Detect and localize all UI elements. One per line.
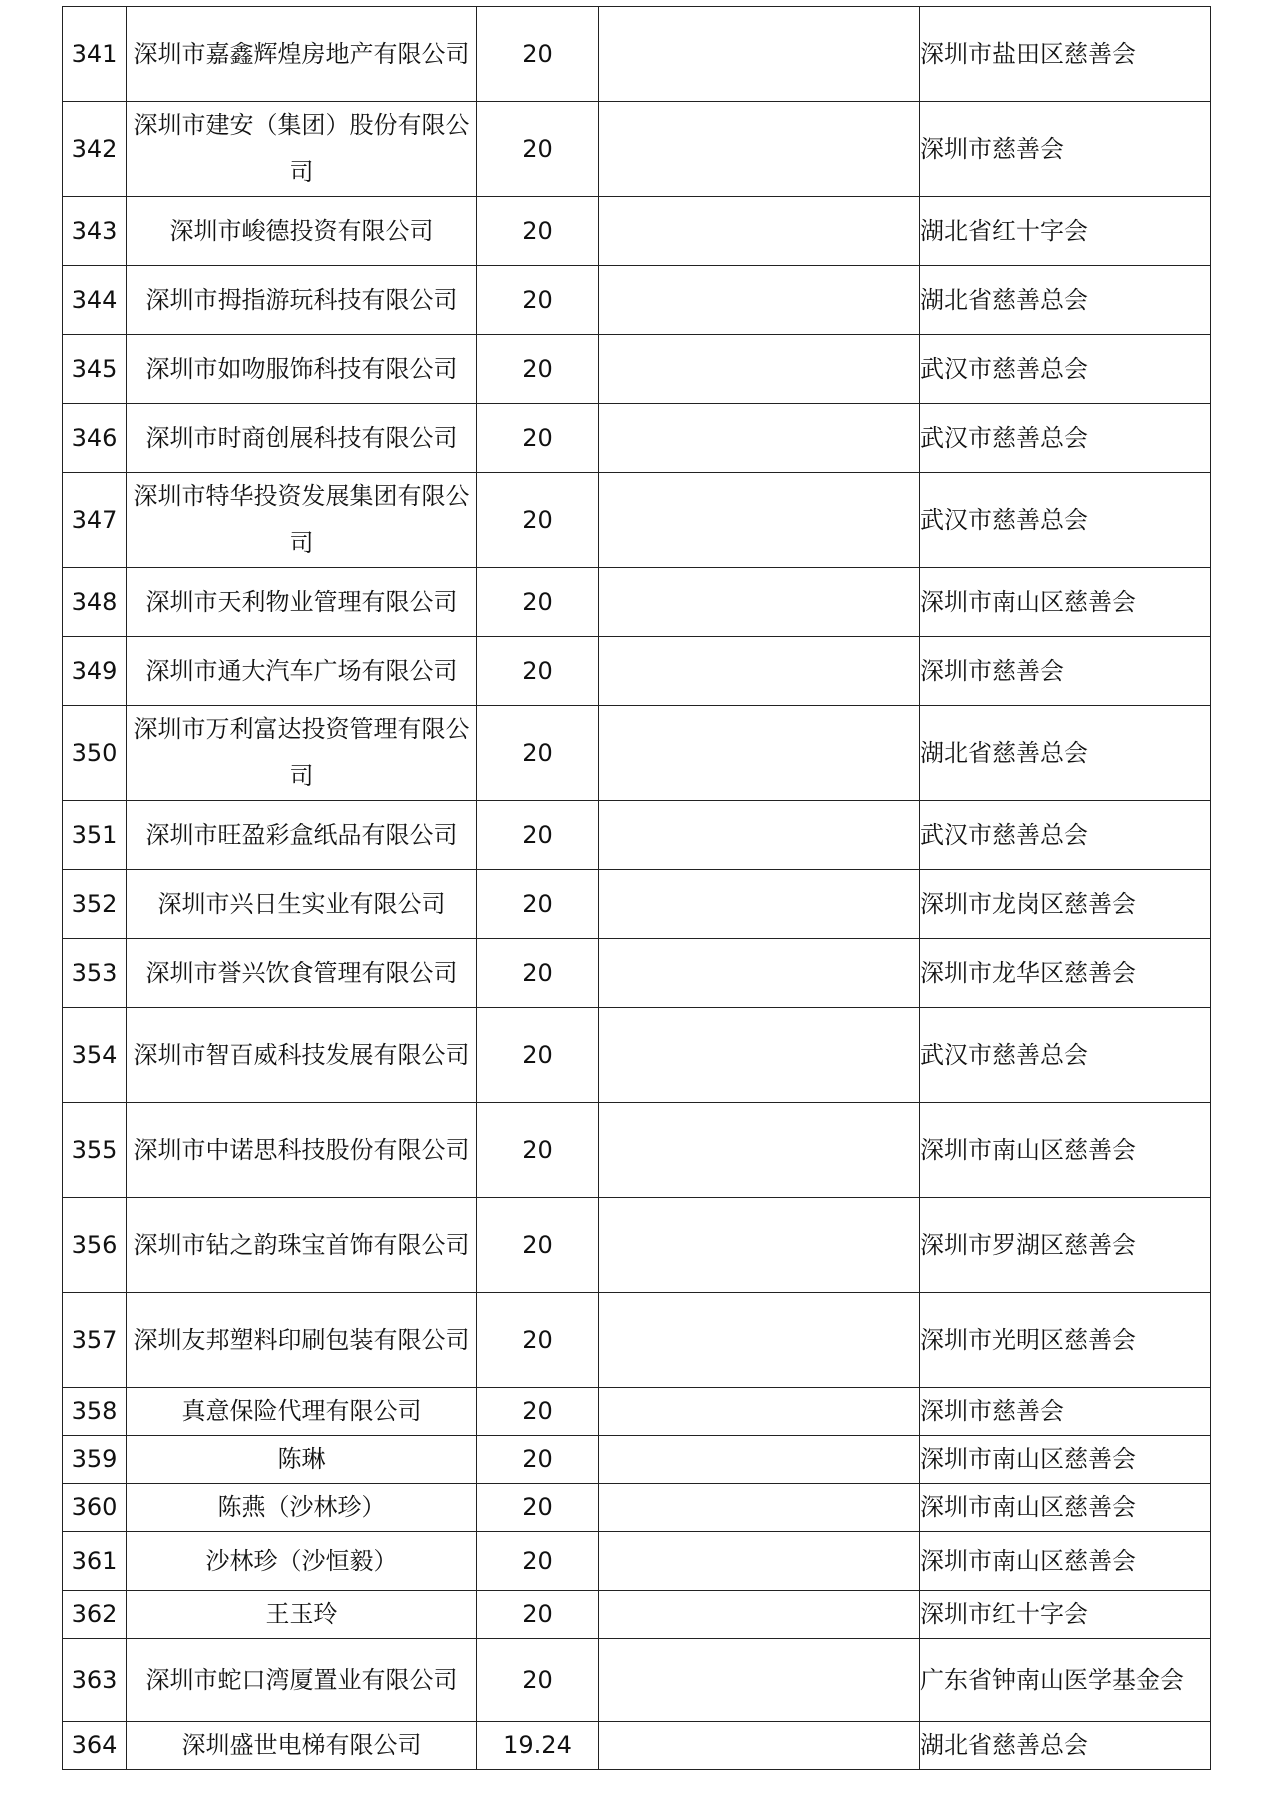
note-cell [599,1293,920,1388]
table-row [63,870,1211,939]
donation-amount: 20 [477,801,599,870]
row-number: 361 [63,1532,127,1591]
table-row [63,1436,1211,1484]
row-number: 354 [63,1008,127,1103]
donor-name: 深圳市拇指游玩科技有限公司 [127,266,477,335]
donation-amount: 20 [477,568,599,637]
row-number: 357 [63,1293,127,1388]
recipient-organization: 武汉市慈善总会 [920,1008,1211,1103]
donation-amount: 20 [477,1103,599,1198]
recipient-organization: 武汉市慈善总会 [920,801,1211,870]
note-cell [599,473,920,568]
table-row [63,7,1211,102]
donor-name: 深圳市峻德投资有限公司 [127,197,477,266]
donation-amount: 20 [477,1008,599,1103]
donation-amount: 20 [477,1388,599,1436]
note-cell [599,1008,920,1103]
row-number: 350 [63,706,127,801]
row-number: 346 [63,404,127,473]
table-row [63,1198,1211,1293]
note-cell [599,197,920,266]
table-row [63,568,1211,637]
donation-amount: 20 [477,1639,599,1722]
recipient-organization: 湖北省慈善总会 [920,1722,1211,1770]
table-row [63,706,1211,801]
recipient-organization: 湖北省慈善总会 [920,706,1211,801]
table-row [63,1293,1211,1388]
recipient-organization: 深圳市南山区慈善会 [920,1532,1211,1591]
note-cell [599,1436,920,1484]
row-number: 341 [63,7,127,102]
table-row [63,801,1211,870]
note-cell [599,1639,920,1722]
donation-amount: 19.24 [477,1722,599,1770]
donation-amount: 20 [477,870,599,939]
note-cell [599,1591,920,1639]
note-cell [599,1532,920,1591]
recipient-organization: 武汉市慈善总会 [920,473,1211,568]
row-number: 364 [63,1722,127,1770]
note-cell [599,637,920,706]
donation-table-body [63,7,1211,1770]
row-number: 359 [63,1436,127,1484]
row-number: 351 [63,801,127,870]
table-row [63,102,1211,197]
donation-amount: 20 [477,266,599,335]
donor-name: 深圳市钻之韵珠宝首饰有限公司 [127,1198,477,1293]
donor-name: 陈燕（沙林珍） [127,1484,477,1532]
recipient-organization: 深圳市南山区慈善会 [920,1484,1211,1532]
donor-name: 深圳市蛇口湾厦置业有限公司 [127,1639,477,1722]
note-cell [599,404,920,473]
table-row [63,1388,1211,1436]
donation-amount: 20 [477,197,599,266]
donor-name: 深圳市誉兴饮食管理有限公司 [127,939,477,1008]
note-cell [599,706,920,801]
row-number: 358 [63,1388,127,1436]
recipient-organization: 深圳市南山区慈善会 [920,1436,1211,1484]
note-cell [599,568,920,637]
recipient-organization: 深圳市红十字会 [920,1591,1211,1639]
row-number: 360 [63,1484,127,1532]
donor-name: 沙林珍（沙恒毅） [127,1532,477,1591]
table-row [63,1484,1211,1532]
row-number: 348 [63,568,127,637]
donor-name: 深圳市特华投资发展集团有限公司 [127,473,477,568]
note-cell [599,266,920,335]
recipient-organization: 深圳市盐田区慈善会 [920,7,1211,102]
note-cell [599,801,920,870]
donation-amount: 20 [477,1591,599,1639]
donation-amount: 20 [477,473,599,568]
row-number: 355 [63,1103,127,1198]
donation-amount: 20 [477,637,599,706]
note-cell [599,1103,920,1198]
note-cell [599,939,920,1008]
recipient-organization: 深圳市龙华区慈善会 [920,939,1211,1008]
note-cell [599,1722,920,1770]
donor-name: 深圳市时商创展科技有限公司 [127,404,477,473]
recipient-organization: 深圳市慈善会 [920,637,1211,706]
row-number: 344 [63,266,127,335]
donation-amount: 20 [477,404,599,473]
note-cell [599,1198,920,1293]
donor-name: 深圳市通大汽车广场有限公司 [127,637,477,706]
row-number: 353 [63,939,127,1008]
donor-name: 深圳市天利物业管理有限公司 [127,568,477,637]
donor-name: 陈琳 [127,1436,477,1484]
donation-amount: 20 [477,939,599,1008]
recipient-organization: 深圳市慈善会 [920,1388,1211,1436]
donor-name: 深圳市建安（集团）股份有限公司 [127,102,477,197]
table-row [63,1008,1211,1103]
table-row [63,637,1211,706]
table-row [63,404,1211,473]
row-number: 345 [63,335,127,404]
recipient-organization: 深圳市龙岗区慈善会 [920,870,1211,939]
row-number: 349 [63,637,127,706]
table-row [63,1639,1211,1722]
table-row [63,197,1211,266]
row-number: 356 [63,1198,127,1293]
table-row [63,1591,1211,1639]
donor-name: 深圳市智百威科技发展有限公司 [127,1008,477,1103]
recipient-organization: 武汉市慈善总会 [920,404,1211,473]
donor-name: 深圳市旺盈彩盒纸品有限公司 [127,801,477,870]
note-cell [599,102,920,197]
donation-amount: 20 [477,7,599,102]
table-row [63,473,1211,568]
donation-amount: 20 [477,1198,599,1293]
donation-amount: 20 [477,706,599,801]
row-number: 343 [63,197,127,266]
row-number: 342 [63,102,127,197]
donation-amount: 20 [477,102,599,197]
donor-name: 深圳市兴日生实业有限公司 [127,870,477,939]
donor-name: 深圳市如吻服饰科技有限公司 [127,335,477,404]
table-row [63,266,1211,335]
table-row [63,1103,1211,1198]
donation-amount: 20 [477,1436,599,1484]
recipient-organization: 湖北省红十字会 [920,197,1211,266]
row-number: 362 [63,1591,127,1639]
note-cell [599,870,920,939]
note-cell [599,335,920,404]
row-number: 363 [63,1639,127,1722]
recipient-organization: 深圳市慈善会 [920,102,1211,197]
recipient-organization: 深圳市光明区慈善会 [920,1293,1211,1388]
recipient-organization: 武汉市慈善总会 [920,335,1211,404]
donation-amount: 20 [477,1484,599,1532]
donation-amount: 20 [477,1293,599,1388]
donor-name: 深圳市中诺思科技股份有限公司 [127,1103,477,1198]
recipient-organization: 深圳市罗湖区慈善会 [920,1198,1211,1293]
note-cell [599,7,920,102]
row-number: 352 [63,870,127,939]
donor-name: 深圳盛世电梯有限公司 [127,1722,477,1770]
note-cell [599,1388,920,1436]
table-row [63,1722,1211,1770]
donor-name: 真意保险代理有限公司 [127,1388,477,1436]
table-row [63,335,1211,404]
recipient-organization: 广东省钟南山医学基金会 [920,1639,1211,1722]
table-row [63,1532,1211,1591]
donation-table [62,6,1211,1770]
recipient-organization: 深圳市南山区慈善会 [920,1103,1211,1198]
note-cell [599,1484,920,1532]
donor-name: 深圳市嘉鑫辉煌房地产有限公司 [127,7,477,102]
row-number: 347 [63,473,127,568]
recipient-organization: 湖北省慈善总会 [920,266,1211,335]
donation-amount: 20 [477,1532,599,1591]
donor-name: 深圳友邦塑料印刷包装有限公司 [127,1293,477,1388]
donation-amount: 20 [477,335,599,404]
table-row [63,939,1211,1008]
donor-name: 王玉玲 [127,1591,477,1639]
donor-name: 深圳市万利富达投资管理有限公司 [127,706,477,801]
recipient-organization: 深圳市南山区慈善会 [920,568,1211,637]
